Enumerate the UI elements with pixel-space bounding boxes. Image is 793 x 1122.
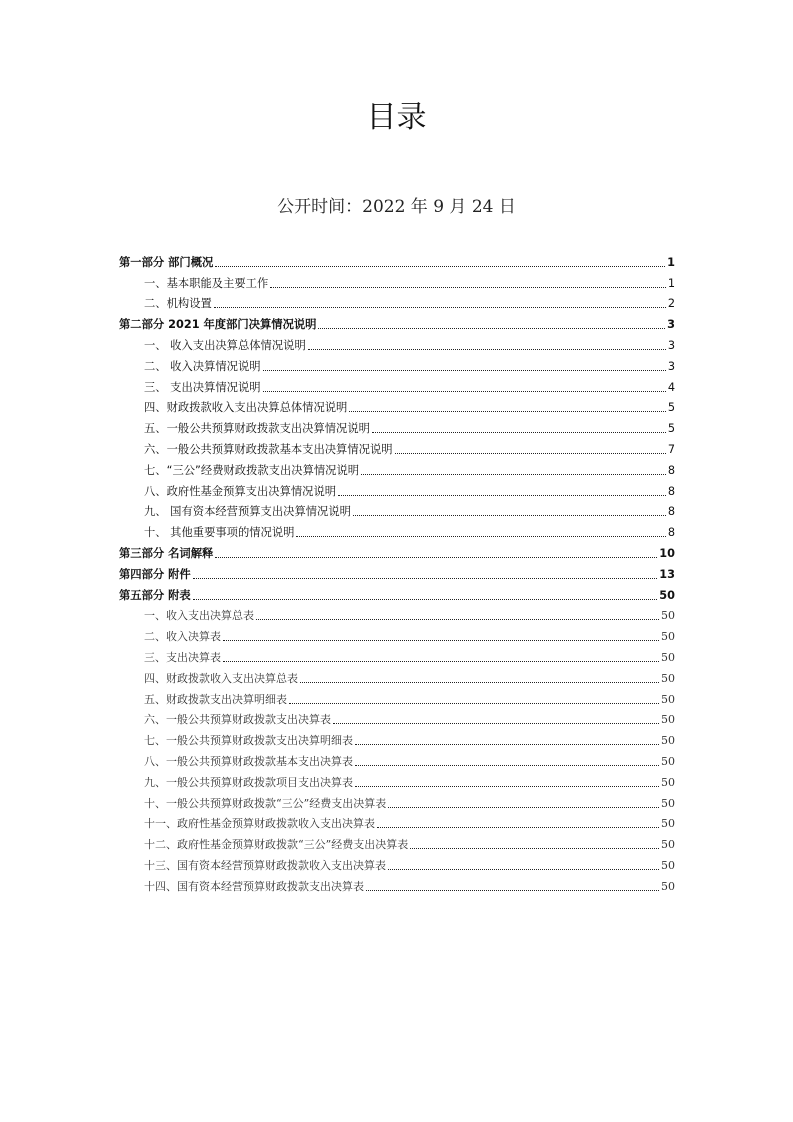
toc-dot-leader: [193, 578, 658, 579]
toc-entry[interactable]: [119, 603, 675, 624]
toc-entry-label: 六、一般公共预算财政拨款基本支出决算情况说明: [144, 442, 393, 456]
toc-page-number: 50: [659, 588, 675, 602]
toc-entry[interactable]: [119, 790, 675, 811]
toc-dot-leader: [377, 827, 659, 828]
toc-entry[interactable]: [119, 270, 675, 291]
toc-entry[interactable]: [119, 436, 675, 457]
toc-entry[interactable]: [119, 707, 675, 728]
toc-dot-leader: [215, 266, 665, 267]
toc-entry-label: 五、一般公共预算财政拨款支出决算情况说明: [144, 422, 370, 436]
toc-entry[interactable]: [119, 499, 675, 520]
toc-entry[interactable]: [119, 415, 675, 436]
toc-entry-label: 二、 收入决算情况说明: [144, 359, 261, 373]
toc-entry-label: 十四、国有资本经营预算财政拨款支出决算表: [144, 879, 364, 893]
toc-section-entry[interactable]: [119, 540, 675, 561]
toc-entry-label: 第一部分 部门概况: [119, 255, 214, 269]
toc-dot-leader: [366, 890, 659, 891]
toc-entry-label: 六、一般公共预算财政拨款支出决算表: [144, 713, 331, 727]
toc-entry-label: 一、基本职能及主要工作: [144, 276, 269, 290]
toc-dot-leader: [361, 474, 666, 475]
toc-dot-leader: [355, 744, 659, 745]
toc-entry[interactable]: [119, 665, 675, 686]
toc-entry[interactable]: [119, 395, 675, 416]
toc-dot-leader: [289, 703, 659, 704]
toc-page-number: 50: [661, 630, 675, 644]
toc-page-number: 50: [661, 609, 675, 623]
toc-entry-label: 一、 收入支出决算总体情况说明: [144, 338, 306, 352]
toc-entry-label: 八、一般公共预算财政拨款基本支出决算表: [144, 754, 353, 768]
toc-dot-leader: [300, 682, 659, 683]
toc-entry[interactable]: [119, 374, 675, 395]
toc-page-number: 8: [667, 484, 675, 498]
toc-page-number: 50: [661, 754, 675, 768]
toc-entry[interactable]: [119, 811, 675, 832]
toc-page-number: 50: [661, 858, 675, 872]
toc-dot-leader: [215, 557, 657, 558]
toc-page-number: 50: [661, 775, 675, 789]
toc-entry-label: 第三部分 名词解释: [119, 546, 214, 560]
toc-entry-label: 九、 国有资本经营预算支出决算情况说明: [144, 505, 351, 519]
toc-page-number: 50: [661, 796, 675, 810]
toc-entry[interactable]: [119, 478, 675, 499]
toc-dot-leader: [338, 495, 666, 496]
toc-dot-leader: [333, 723, 659, 724]
toc-page-number: 10: [659, 546, 675, 560]
toc-entry[interactable]: [119, 873, 675, 894]
toc-dot-leader: [372, 432, 666, 433]
toc-page-number: 13: [659, 567, 675, 581]
toc-entry[interactable]: [119, 769, 675, 790]
toc-page-number: 50: [661, 817, 675, 831]
toc-page-number: 3: [667, 338, 675, 352]
toc-entry-label: 三、支出决算表: [144, 650, 221, 664]
toc-entry-label: 第五部分 附表: [119, 588, 191, 602]
toc-entry-label: 七、“三公”经费财政拨款支出决算情况说明: [144, 463, 360, 477]
toc-dot-leader: [318, 328, 665, 329]
toc-page-number: 50: [661, 879, 675, 893]
toc-entry[interactable]: [119, 353, 675, 374]
toc-dot-leader: [263, 391, 666, 392]
toc-page-number: 1: [667, 276, 675, 290]
toc-dot-leader: [355, 765, 659, 766]
toc-dot-leader: [263, 370, 666, 371]
toc-dot-leader: [353, 515, 666, 516]
toc-section-entry[interactable]: [119, 561, 675, 582]
toc-page-number: 50: [661, 692, 675, 706]
toc-entry-label: 十一、政府性基金预算财政拨款收入支出决算表: [144, 817, 375, 831]
toc-dot-leader: [388, 807, 659, 808]
toc-dot-leader: [223, 661, 659, 662]
toc-entry[interactable]: [119, 519, 675, 540]
toc-entry-label: 四、财政拨款收入支出决算总表: [144, 671, 298, 685]
toc-section-entry[interactable]: [119, 582, 675, 603]
toc-entry-label: 十三、国有资本经营预算财政拨款收入支出决算表: [144, 858, 386, 872]
toc-entry-label: 四、财政拨款收入支出决算总体情况说明: [144, 401, 348, 415]
toc-entry-label: 十、一般公共预算财政拨款“三公”经费支出决算表: [144, 796, 387, 810]
toc-dot-leader: [355, 786, 659, 787]
toc-entry-label: 二、机构设置: [144, 297, 212, 311]
toc-entry-label: 七、一般公共预算财政拨款支出决算明细表: [144, 734, 353, 748]
toc-entry[interactable]: [119, 727, 675, 748]
toc-entry-label: 十二、政府性基金预算财政拨款“三公”经费支出决算表: [144, 838, 409, 852]
toc-dot-leader: [308, 349, 666, 350]
toc-page-number: 50: [661, 650, 675, 664]
toc-entry[interactable]: [119, 623, 675, 644]
toc-page-number: 3: [667, 359, 675, 373]
toc-page-number: 8: [667, 463, 675, 477]
toc-dot-leader: [410, 848, 659, 849]
toc-page-number: 4: [667, 380, 675, 394]
toc-entry[interactable]: [119, 291, 675, 312]
toc-page-number: 50: [661, 671, 675, 685]
toc-dot-leader: [256, 619, 659, 620]
toc-page-number: 8: [667, 526, 675, 540]
toc-dot-leader: [395, 453, 666, 454]
toc-entry-label: 九、一般公共预算财政拨款项目支出决算表: [144, 775, 353, 789]
toc-entry-label: 十、 其他重要事项的情况说明: [144, 526, 295, 540]
toc-entry-label: 二、收入决算表: [144, 630, 221, 644]
toc-dot-leader: [349, 411, 665, 412]
toc-entry[interactable]: [119, 644, 675, 665]
toc-dot-leader: [388, 869, 659, 870]
toc-entry[interactable]: [119, 831, 675, 852]
toc-page-number: 8: [667, 505, 675, 519]
toc-entry[interactable]: [119, 852, 675, 873]
toc-section-entry[interactable]: [119, 311, 675, 332]
toc-page-number: 1: [667, 255, 675, 269]
toc-dot-leader: [270, 287, 666, 288]
toc-entry[interactable]: [119, 686, 675, 707]
toc-page-number: 5: [667, 422, 675, 436]
toc-entry-label: 五、财政拨款支出决算明细表: [144, 692, 287, 706]
toc-entry-label: 三、 支出决算情况说明: [144, 380, 261, 394]
toc-dot-leader: [193, 599, 658, 600]
toc-page-number: 50: [661, 713, 675, 727]
toc-entry-label: 第二部分 2021 年度部门决算情况说明: [119, 318, 317, 332]
toc-dot-leader: [296, 536, 665, 537]
toc-page-number: 7: [667, 442, 675, 456]
toc-entry[interactable]: [119, 457, 675, 478]
toc-entry-label: 八、政府性基金预算支出决算情况说明: [144, 484, 337, 498]
toc-page-number: 2: [667, 297, 675, 311]
publish-date: 公开时间：2022 年 9 月 24 日: [277, 197, 516, 217]
toc-section-entry[interactable]: [119, 249, 675, 270]
toc-page-number: 50: [661, 838, 675, 852]
toc-entry[interactable]: [119, 748, 675, 769]
toc-entry[interactable]: [119, 332, 675, 353]
toc-page-number: 5: [667, 401, 675, 415]
toc-entry-label: 一、收入支出决算总表: [144, 609, 254, 623]
table-of-contents: [119, 249, 675, 894]
toc-page-number: 50: [661, 734, 675, 748]
toc-dot-leader: [214, 307, 666, 308]
toc-page-number: 3: [667, 318, 675, 332]
toc-dot-leader: [223, 640, 659, 641]
toc-entry-label: 第四部分 附件: [119, 567, 191, 581]
page-title: 目录: [366, 100, 427, 135]
